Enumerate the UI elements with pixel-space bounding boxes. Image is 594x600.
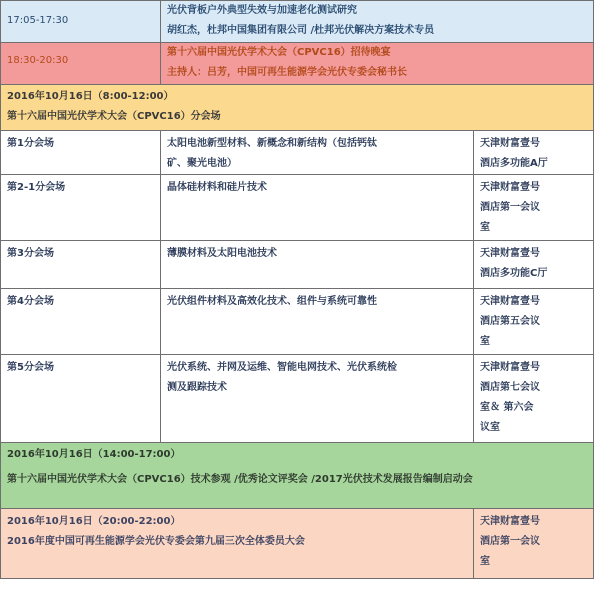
venue-cell	[474, 509, 594, 579]
time-text: 17:05-17:30	[7, 15, 69, 26]
topic-cell	[161, 241, 474, 289]
session-name: 第2-1分会场	[7, 182, 66, 193]
session-cell	[1, 355, 161, 443]
session-cell	[1, 131, 161, 175]
venue-line: 酒店第七会议	[480, 382, 540, 393]
table-row	[1, 241, 594, 289]
event-host: 主持人：吕芳，中国可再生能源学会光伏专委会秘书长	[167, 67, 407, 78]
table-row	[1, 289, 594, 355]
venue-line: 酒店多功能C厅	[480, 268, 548, 279]
table-row	[1, 131, 594, 175]
venue-line: 室	[480, 556, 490, 567]
topic-line: 晶体硅材料和硅片技术	[167, 182, 267, 193]
venue-cell	[474, 175, 594, 241]
meeting-cell	[1, 509, 474, 579]
topic-cell	[161, 355, 474, 443]
venue-line: 天津财富壹号	[480, 138, 540, 149]
date-header: 2016年10月16日（14:00-17:00）	[7, 449, 181, 460]
venue-line: 天津财富壹号	[480, 516, 540, 527]
agenda-cell	[161, 43, 594, 85]
meeting-title: 2016年度中国可再生能源学会光伏专委会第九届三次全体委员大会	[7, 536, 305, 547]
table-row	[1, 85, 594, 131]
topic-line: 测及跟踪技术	[167, 382, 227, 393]
time-text: 18:30-20:30	[7, 55, 69, 66]
session-cell	[1, 289, 161, 355]
topic-line: 太阳电池新型材料、新概念和新结构（包括钙钛	[167, 138, 377, 149]
topic-cell	[161, 131, 474, 175]
date-header: 2016年10月16日（8:00-12:00）	[7, 91, 174, 102]
section-title: 第十六届中国光伏学术大会（CPVC16）分会场	[7, 111, 221, 122]
session-name: 第5分会场	[7, 362, 54, 373]
agenda-cell	[161, 1, 594, 43]
topic-line: 薄膜材料及太阳电池技术	[167, 248, 277, 259]
table-row	[1, 509, 594, 579]
venue-line: 室	[480, 336, 490, 347]
venue-line: 酒店第五会议	[480, 316, 540, 327]
date-header-cell	[1, 85, 594, 131]
venue-line: 天津财富壹号	[480, 182, 540, 193]
time-cell	[1, 1, 161, 43]
venue-line: 室＆ 第六会	[480, 402, 534, 413]
event-title: 第十六届中国光伏学术大会（CPVC16）招待晚宴	[167, 47, 391, 58]
session-name: 第1分会场	[7, 138, 54, 149]
venue-line: 酒店第一会议	[480, 202, 540, 213]
venue-line: 室	[480, 222, 490, 233]
topic-cell	[161, 289, 474, 355]
talk-speaker: 胡红杰，杜邦中国集团有限公司 /杜邦光伏解决方案技术专员	[167, 25, 435, 36]
talk-title: 光伏背板户外典型失效与加速老化测试研究	[167, 5, 357, 16]
table-row	[1, 175, 594, 241]
topic-line: 光伏系统、并网及运维、智能电网技术、光伏系统检	[167, 362, 397, 373]
venue-cell	[474, 131, 594, 175]
session-cell	[1, 175, 161, 241]
table-row	[1, 443, 594, 509]
venue-cell	[474, 355, 594, 443]
table-row	[1, 43, 594, 85]
venue-line: 议室	[480, 422, 500, 433]
section-title: 第十六届中国光伏学术大会（CPVC16）技术参观 /优秀论文评奖会 /2017光伏技术发展报告编制启动会	[7, 474, 473, 485]
topic-cell	[161, 175, 474, 241]
venue-line: 天津财富壹号	[480, 362, 540, 373]
time-cell	[1, 43, 161, 85]
venue-line: 酒店多功能A厅	[480, 158, 548, 169]
session-cell	[1, 241, 161, 289]
session-name: 第3分会场	[7, 248, 54, 259]
date-header: 2016年10月16日（20:00-22:00）	[7, 516, 181, 527]
venue-line: 天津财富壹号	[480, 296, 540, 307]
venue-cell	[474, 289, 594, 355]
venue-cell	[474, 241, 594, 289]
date-header-cell	[1, 443, 594, 509]
topic-line: 光伏组件材料及高效化技术、组件与系统可靠性	[167, 296, 377, 307]
table-row	[1, 355, 594, 443]
venue-line: 天津财富壹号	[480, 248, 540, 259]
session-name: 第4分会场	[7, 296, 54, 307]
venue-line: 酒店第一会议	[480, 536, 540, 547]
topic-line: 矿、聚光电池）	[167, 158, 237, 169]
table-row	[1, 1, 594, 43]
